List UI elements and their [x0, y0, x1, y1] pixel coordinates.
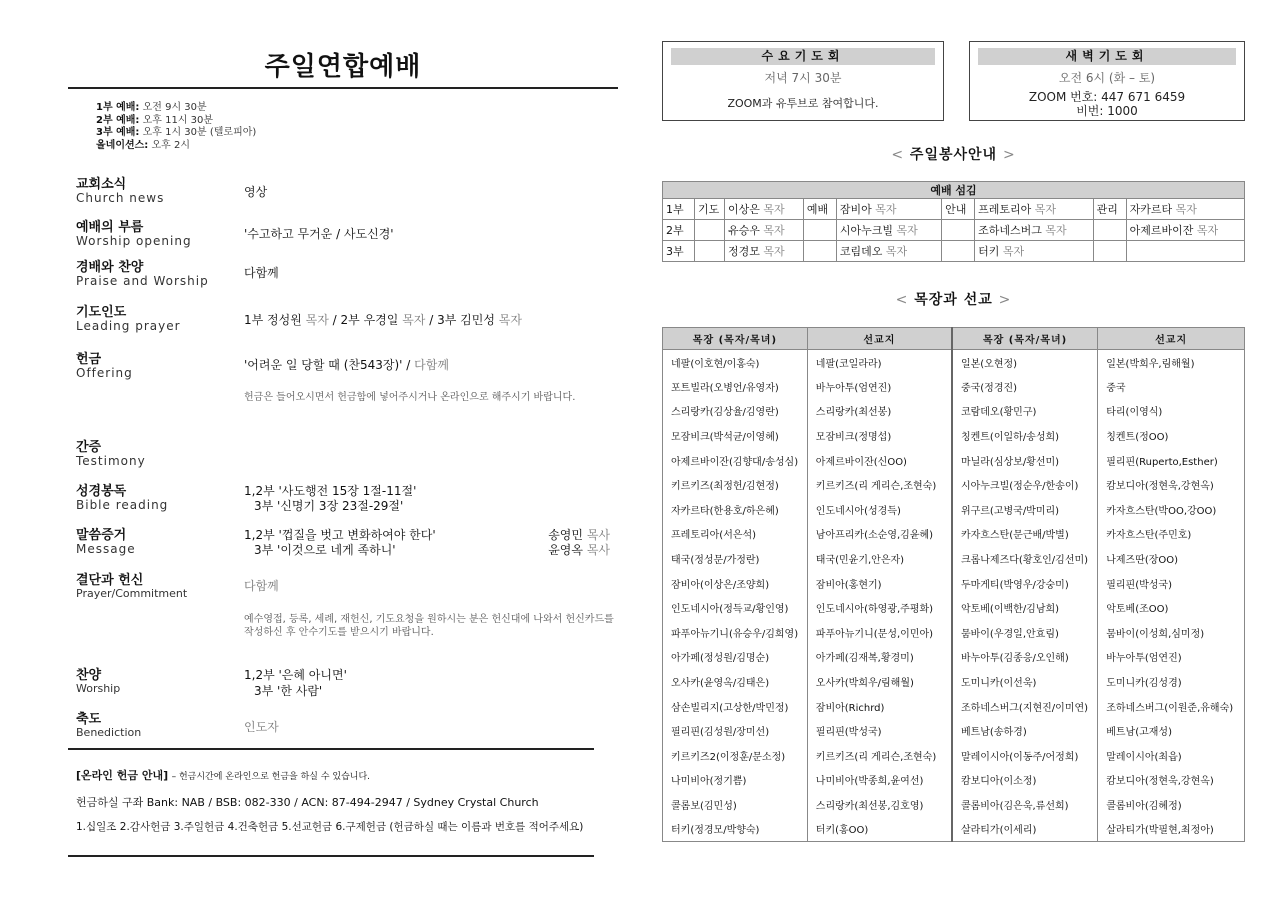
mission-field-cell: 콜롬비아(김혜정): [1098, 792, 1245, 817]
order-label: 기도인도: [76, 305, 127, 320]
table-row: [663, 522, 1245, 547]
order-label: 찬양: [76, 668, 102, 683]
online-heading-row: [76, 769, 370, 784]
bible-reading-1: 1,2부 '사도행전 15장 1절-11절': [244, 484, 417, 498]
service-part: 2부: [663, 220, 695, 241]
service-part: 1부: [663, 199, 695, 220]
commitment-note: 예수영접, 등록, 세례, 재헌신, 기도요청을 원하시는 분은 헌신대에 나와서 헌신카드를 작성하신 후 안수기도를 받으시기 바랍니다.: [244, 614, 614, 638]
mission-field-cell: 카자흐스탄(박OO,강OO): [1098, 497, 1245, 522]
service-section-title: [662, 144, 1245, 164]
mission-field-cell: 칭켄트(정OO): [1098, 423, 1245, 448]
mission-field-cell: 남아프리카(소순영,김윤혜): [807, 522, 952, 547]
dawn-time: 오전 6시 (화 – 토): [1058, 71, 1156, 85]
message-title-1: 1,2부 '껍질을 벗고 변화하여야 한다': [244, 528, 436, 542]
col-header: 선교지: [1098, 328, 1245, 350]
order-offering: [76, 352, 621, 412]
order-label-en: Church news: [76, 191, 165, 205]
online-types: 1.십일조 2.감사헌금 3.주일헌금 4.건축헌금 5.선교헌금 6.구제헌금 (헌금하실 때는 이름과 번호를 적어주세요): [76, 821, 584, 833]
time-row: 1부 예배: 오전 9시 30분: [96, 102, 207, 113]
service-times: [96, 102, 256, 152]
service-prayer: 유승우 목자: [725, 220, 804, 241]
angle-right-icon: >: [998, 292, 1012, 308]
order-label: 성경봉독: [76, 484, 127, 499]
service-prayer: 정경모 목자: [725, 241, 804, 262]
table-row: [663, 399, 1245, 424]
table-row: [663, 620, 1245, 645]
mokjang-cell: 키르키즈2(이정훈/문소정): [663, 743, 808, 768]
col-label-manage: 관리: [1093, 199, 1126, 220]
message-pastor-2: 윤영옥 목사: [548, 543, 610, 557]
table-row: [663, 497, 1245, 522]
empty-cell: [1126, 241, 1244, 262]
table-row: [663, 220, 1245, 241]
mission-field-cell: 조하네스버그(이원준,유해숙): [1098, 694, 1245, 719]
mokjang-cell: 오사카(윤영옥/김태은): [663, 669, 808, 694]
order-benediction: [76, 712, 621, 742]
prayer-leaders: 1부 정성원 목자 / 2부 우경일 목자 / 3부 김민성 목자: [244, 313, 522, 327]
service-manage: 아제르바이잔 목자: [1126, 220, 1244, 241]
missions-section-label: 목장과 선교: [914, 292, 993, 308]
table-row: [663, 241, 1245, 262]
mokjang-cell: 아가페(정성원/김명순): [663, 645, 808, 670]
song-1: 1,2부 '은혜 아니면': [244, 668, 347, 682]
table-row: [663, 694, 1245, 719]
order-label: 간증: [76, 440, 102, 455]
order-value: 다함께: [244, 266, 279, 280]
service-guide: 조하네스버그 목자: [975, 220, 1093, 241]
mokjang-cell: 태국(정성문/가정란): [663, 546, 808, 571]
empty-cell: [1093, 220, 1126, 241]
time-row: 3부 예배: 오후 1시 30분 (텔로피아): [96, 127, 257, 138]
table-row: [663, 817, 1245, 842]
service-guide: 프레토리아 목자: [975, 199, 1093, 220]
mokjang-cell: 베트남(송하경): [952, 718, 1098, 743]
online-heading-desc: – 헌금시간에 온라인으로 헌금을 하실 수 있습니다.: [171, 772, 371, 782]
order-testimony: [76, 440, 621, 470]
mokjang-cell: 터키(정경모/박향숙): [663, 817, 808, 842]
order-label-en: Benediction: [76, 726, 142, 739]
table-row: [663, 350, 1245, 375]
empty-cell: [1093, 241, 1126, 262]
angle-right-icon: >: [1002, 147, 1016, 163]
mission-field-cell: 아가페(김재복,황경미): [807, 645, 952, 670]
mokjang-cell: 캄보디아(이소정): [952, 768, 1098, 793]
order-value: 인도자: [244, 720, 279, 734]
mokjang-cell: 콜롬보(김민성): [663, 792, 808, 817]
table-row: [663, 448, 1245, 473]
mission-field-cell: 나미비아(박종희,윤여선): [807, 768, 952, 793]
mokjang-cell: 필리핀(김성원/장미선): [663, 718, 808, 743]
col-label-guide: 안내: [942, 199, 975, 220]
time-row: 2부 예배: 오후 11시 30분: [96, 114, 214, 126]
mokjang-cell: 인도네시아(정득교/황인영): [663, 595, 808, 620]
mission-field-cell: 스리랑카(최선봉,김호영): [807, 792, 952, 817]
mission-field-cell: 네팔(코일라라): [807, 350, 952, 375]
offering-hymn: '어려운 일 당할 때 (찬543장)' / 다함께: [244, 358, 449, 372]
col-header: 목장 (목자/목녀): [952, 328, 1098, 350]
service-worship: 코림데오 목자: [836, 241, 941, 262]
mission-field-cell: 인도네시아(하영광,주평화): [807, 595, 952, 620]
order-commitment: [76, 573, 621, 663]
mission-field-cell: 파푸아뉴기니(문성,이민아): [807, 620, 952, 645]
mission-field-cell: 필리핀(박성국): [807, 718, 952, 743]
table-row: [663, 718, 1245, 743]
mokjang-cell: 아제르바이잔(김향대/송성심): [663, 448, 808, 473]
col-header: 선교지: [807, 328, 952, 350]
online-divider-bottom: [68, 855, 594, 857]
service-prayer: 이상은 목자: [725, 199, 804, 220]
mokjang-cell: 파푸아뉴기니(유승우/김희영): [663, 620, 808, 645]
mokjang-cell: 포트빌라(오병언/유영자): [663, 374, 808, 399]
online-bank: 헌금하실 구좌 Bank: NAB / BSB: 082-330 / ACN: 87-494-2947 / Sydney Crystal Church: [76, 796, 539, 809]
mission-field-cell: 스리랑카(최선봉): [807, 399, 952, 424]
mission-field-cell: 도미니카(김성경): [1098, 669, 1245, 694]
service-manage: 자카르타 목자: [1126, 199, 1244, 220]
mokjang-cell: 악토베(이백한/김남희): [952, 595, 1098, 620]
mission-field-cell: 타리(이영식): [1098, 399, 1245, 424]
empty-cell: [803, 241, 836, 262]
mokjang-cell: 뭄바이(우경일,안효림): [952, 620, 1098, 645]
time-row: 올네이션스: 오후 2시: [96, 139, 191, 151]
order-label: 축도: [76, 712, 102, 727]
wednesday-time: 저녁 7시 30분: [764, 71, 842, 85]
mokjang-cell: 살라티가(이세리): [952, 817, 1098, 842]
empty-cell: [695, 220, 725, 241]
order-value: '수고하고 무거운 / 사도신경': [244, 227, 394, 241]
mission-field-cell: 키르키즈(리 게리슨,조현숙): [807, 743, 952, 768]
mission-field-cell: 터키(홍OO): [807, 817, 952, 842]
mokjang-cell: 도미니카(이선욱): [952, 669, 1098, 694]
order-label: 교회소식: [76, 177, 127, 192]
mokjang-cell: 카자흐스탄(문근배/박별): [952, 522, 1098, 547]
order-worship-song: [76, 668, 621, 700]
wednesday-title: 수요기도회: [671, 48, 935, 65]
message-pastor-1: 송영민 목사: [548, 528, 610, 542]
mokjang-cell: 콜롬비아(김은욱,류선희): [952, 792, 1098, 817]
table-row: [663, 792, 1245, 817]
mission-field-cell: 태국(민윤기,안은자): [807, 546, 952, 571]
table-row: [663, 546, 1245, 571]
mokjang-cell: 일본(오현정): [952, 350, 1098, 375]
dawn-zoom: ZOOM 번호: 447 671 6459: [1028, 90, 1186, 104]
mokjang-cell: 바누아투(김종응/오인해): [952, 645, 1098, 670]
order-label: 결단과 헌신: [76, 573, 144, 588]
order-praise: [76, 260, 621, 290]
table-row: [663, 768, 1245, 793]
table-row: [663, 595, 1245, 620]
online-divider-top: [68, 748, 594, 750]
mokjang-cell: 삼손빌리지(고상한/박민정): [663, 694, 808, 719]
mission-field-cell: 일본(박희우,림해월): [1098, 350, 1245, 375]
mokjang-cell: 나미비아(정기쁨): [663, 768, 808, 793]
table-row: [663, 645, 1245, 670]
order-label-en: Leading prayer: [76, 319, 181, 333]
mission-field-cell: 아제르바이잔(신OO): [807, 448, 952, 473]
mokjang-cell: 크롭나제즈다(황호인/김선미): [952, 546, 1098, 571]
song-2: 3부 '한 사람': [254, 684, 323, 698]
order-leading-prayer: [76, 305, 621, 335]
title-divider: [68, 87, 618, 89]
mission-field-cell: 캄보디아(정현욱,강현옥): [1098, 472, 1245, 497]
col-header: 목장 (목자/목녀): [663, 328, 808, 350]
mokjang-cell: 스리랑카(김상율/김영란): [663, 399, 808, 424]
order-label-en: Worship: [76, 682, 121, 695]
table-row: [663, 374, 1245, 399]
mokjang-cell: 두마게티(박영우/강숭미): [952, 571, 1098, 596]
dawn-prayer-box: [969, 41, 1245, 121]
empty-cell: [695, 241, 725, 262]
message-title-2: 3부 '이것으로 네게 족하니': [254, 543, 396, 557]
mission-field-cell: 바누아투(엄연진): [1098, 645, 1245, 670]
mokjang-cell: 마닐라(심상보/황선미): [952, 448, 1098, 473]
order-value: 다함께: [244, 579, 279, 593]
mission-field-cell: 카자흐스탄(주민호): [1098, 522, 1245, 547]
order-label-en: Bible reading: [76, 498, 169, 512]
mission-field-cell: 말레이시아(최읍): [1098, 743, 1245, 768]
missions-table: [662, 327, 1245, 842]
table-row: [663, 199, 1245, 220]
service-worship: 잠비아 목자: [836, 199, 941, 220]
missions-section-title: [662, 289, 1245, 309]
order-church-news: [76, 177, 621, 207]
table-row: [663, 743, 1245, 768]
mission-field-cell: 키르키즈(리 게리슨,조현숙): [807, 472, 952, 497]
service-section-label: 주일봉사안내: [909, 147, 998, 163]
mission-field-cell: 필리핀(Ruperto,Esther): [1098, 448, 1245, 473]
mission-field-cell: 베트남(고재성): [1098, 718, 1245, 743]
order-label: 경배와 찬양: [76, 260, 144, 275]
offering-note: 헌금은 들어오시면서 헌금함에 넣어주시거나 온라인으로 해주시기 바랍니다.: [244, 392, 576, 403]
service-table: [662, 181, 1245, 262]
mission-field-cell: 오사카(박희우/림해월): [807, 669, 952, 694]
online-heading: [온라인 헌금 안내]: [76, 769, 169, 782]
order-label-en: Praise and Worship: [76, 274, 209, 288]
order-label: 말씀증거: [76, 528, 127, 543]
order-label-en: Prayer/Commitment: [76, 587, 188, 600]
order-label-en: Testimony: [76, 454, 146, 468]
angle-left-icon: <: [891, 147, 905, 163]
mokjang-cell: 프레토리아(서은석): [663, 522, 808, 547]
mission-field-cell: 뭄바이(이성희,심미정): [1098, 620, 1245, 645]
mission-field-cell: 나제즈딴(장OO): [1098, 546, 1245, 571]
missions-body: [663, 350, 1245, 842]
mokjang-cell: 코람데오(황민구): [952, 399, 1098, 424]
order-label: 헌금: [76, 352, 102, 367]
service-worship: 시아누크빌 목자: [836, 220, 941, 241]
empty-cell: [803, 220, 836, 241]
angle-left-icon: <: [895, 292, 909, 308]
mokjang-cell: 칭켄트(이일하/송성희): [952, 423, 1098, 448]
mokjang-cell: 시아누크빌(정순우/한송이): [952, 472, 1098, 497]
order-worship-opening: [76, 220, 621, 250]
bible-reading-2: 3부 '신명기 3장 23절-29절': [254, 499, 404, 513]
mokjang-cell: 모잠비크(박석균/이영혜): [663, 423, 808, 448]
dawn-title: 새벽기도회: [978, 48, 1236, 65]
empty-cell: [942, 241, 975, 262]
mokjang-cell: 중국(정경진): [952, 374, 1098, 399]
mission-field-cell: 모잠비크(정명섭): [807, 423, 952, 448]
mission-field-cell: 바누아투(엄연진): [807, 374, 952, 399]
service-table-title: 예배 섬김: [663, 182, 1245, 199]
order-message: [76, 528, 621, 560]
mission-field-cell: 캄보디아(정현욱,강현옥): [1098, 768, 1245, 793]
mokjang-cell: 네팔(이호현/이홍숙): [663, 350, 808, 375]
order-label-en: Message: [76, 542, 136, 556]
mokjang-cell: 키르키즈(최정헌/김현정): [663, 472, 808, 497]
table-row: [663, 669, 1245, 694]
col-label-worship: 예배: [803, 199, 836, 220]
order-bible-reading: [76, 484, 621, 516]
order-value: 영상: [244, 185, 268, 199]
dawn-password: 비번: 1000: [1076, 104, 1138, 118]
wednesday-prayer-box: [662, 41, 944, 121]
mission-field-cell: 잠비아(Richrd): [807, 694, 952, 719]
service-part: 3부: [663, 241, 695, 262]
mokjang-cell: 조하네스버그(지현진/이미연): [952, 694, 1098, 719]
mission-field-cell: 중국: [1098, 374, 1245, 399]
order-label-en: Worship opening: [76, 234, 192, 248]
table-row: [663, 423, 1245, 448]
empty-cell: [942, 220, 975, 241]
mokjang-cell: 자카르타(한용호/하은혜): [663, 497, 808, 522]
mission-field-cell: 살라티가(박필현,최정아): [1098, 817, 1245, 842]
order-label: 예배의 부름: [76, 220, 144, 235]
mokjang-cell: 위구르(고병국/박미리): [952, 497, 1098, 522]
mokjang-cell: 잠비아(이상은/조양희): [663, 571, 808, 596]
table-row: [663, 472, 1245, 497]
service-guide: 터키 목자: [975, 241, 1093, 262]
mission-field-cell: 잠비아(홍현기): [807, 571, 952, 596]
mokjang-cell: 말레이시아(이동주/어정희): [952, 743, 1098, 768]
mission-field-cell: 인도네시아(성경득): [807, 497, 952, 522]
mission-field-cell: 필리핀(박성국): [1098, 571, 1245, 596]
order-label-en: Offering: [76, 366, 133, 380]
col-label-prayer: 기도: [695, 199, 725, 220]
page-title: 주일연합예배: [264, 52, 422, 82]
wednesday-desc: ZOOM과 유투브로 참여합니다.: [727, 97, 879, 110]
mission-field-cell: 악토베(조OO): [1098, 595, 1245, 620]
table-row: [663, 571, 1245, 596]
